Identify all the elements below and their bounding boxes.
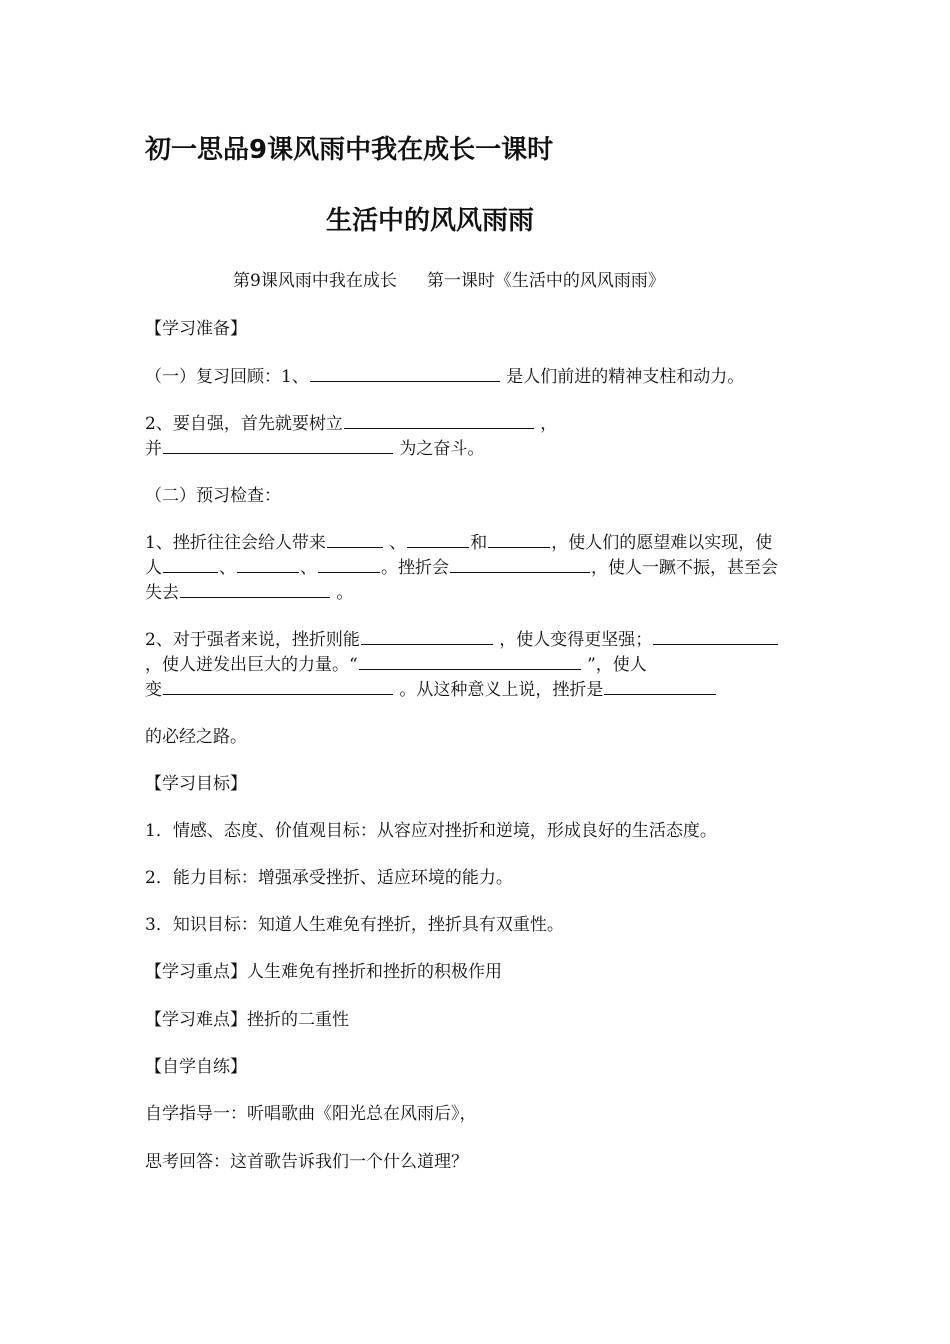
- review-line-1: （一）复习回顾：1、 是人们前进的精神支柱和动力。: [145, 367, 745, 387]
- review-line-3: 并 为之奋斗。: [145, 439, 485, 459]
- question-1-line-2: 人 、 、 。挫折会 ，使人一蹶不振，甚至会: [145, 558, 778, 578]
- answer-blank[interactable]: [359, 654, 581, 670]
- question-2-line-2: ，使人迸发出巨大的力量。“ ”，使人: [145, 655, 647, 675]
- answer-blank[interactable]: [163, 438, 393, 454]
- section-self-study-heading: 【自学自练】: [145, 1057, 247, 1077]
- document-title: 初一思品9课风雨中我在成长一课时: [145, 135, 554, 165]
- answer-blank[interactable]: [407, 532, 469, 548]
- question-2-line-3: 变 。从这种意义上说，挫折是: [145, 679, 717, 701]
- answer-blank[interactable]: [488, 532, 550, 548]
- answer-blank[interactable]: [344, 413, 534, 429]
- key-point: 【学习重点】人生难免有挫折和挫折的积极作用: [145, 962, 502, 982]
- goal-item: 1．情感、态度、价值观目标：从容应对挫折和逆境，形成良好的生活态度。: [145, 821, 717, 841]
- review-line-2: 2、要自强，首先就要树立 ，: [145, 414, 558, 434]
- answer-blank[interactable]: [604, 679, 716, 695]
- section-prep-heading: 【学习准备】: [145, 319, 247, 339]
- think-question: 思考回答：这首歌告诉我们一个什么道理？: [145, 1152, 468, 1172]
- answer-blank[interactable]: [318, 557, 380, 573]
- answer-blank[interactable]: [163, 557, 218, 573]
- answer-blank[interactable]: [450, 557, 590, 573]
- question-2-line-4: 的必经之路。: [145, 727, 247, 747]
- study-guide: 自学指导一：听唱歌曲《阳光总在风雨后》，: [145, 1104, 477, 1124]
- lesson-name: 第9课风雨中我在成长: [233, 271, 397, 291]
- answer-blank[interactable]: [361, 629, 493, 645]
- answer-blank[interactable]: [653, 629, 778, 645]
- question-2-line-1: 2、对于强者来说，挫折则能 ，使人变得更坚强；: [145, 629, 779, 651]
- difficulty-point: 【学习难点】挫折的二重性: [145, 1010, 349, 1030]
- section-preview-heading: （二）预习检查：: [145, 486, 281, 506]
- answer-blank[interactable]: [310, 366, 500, 382]
- lesson-period: 第一课时《生活中的风风雨雨》: [426, 271, 665, 291]
- answer-blank[interactable]: [327, 532, 383, 548]
- lesson-line: [233, 270, 665, 292]
- question-1-line-1: 1、挫折往往会给人带来 、 和 ，使人们的愿望难以实现，使: [145, 533, 773, 553]
- answer-blank[interactable]: [180, 582, 330, 598]
- goal-item: 3．知识目标：知道人生难免有挫折，挫折具有双重性。: [145, 915, 564, 935]
- section-goal-heading: 【学习目标】: [145, 774, 247, 794]
- answer-blank[interactable]: [237, 557, 299, 573]
- question-1-line-3: 失去 。: [145, 583, 354, 603]
- goal-item: 2．能力目标：增强承受挫折、适应环境的能力。: [145, 868, 513, 888]
- answer-blank[interactable]: [163, 679, 393, 695]
- document-subtitle: 生活中的风风雨雨: [325, 206, 534, 236]
